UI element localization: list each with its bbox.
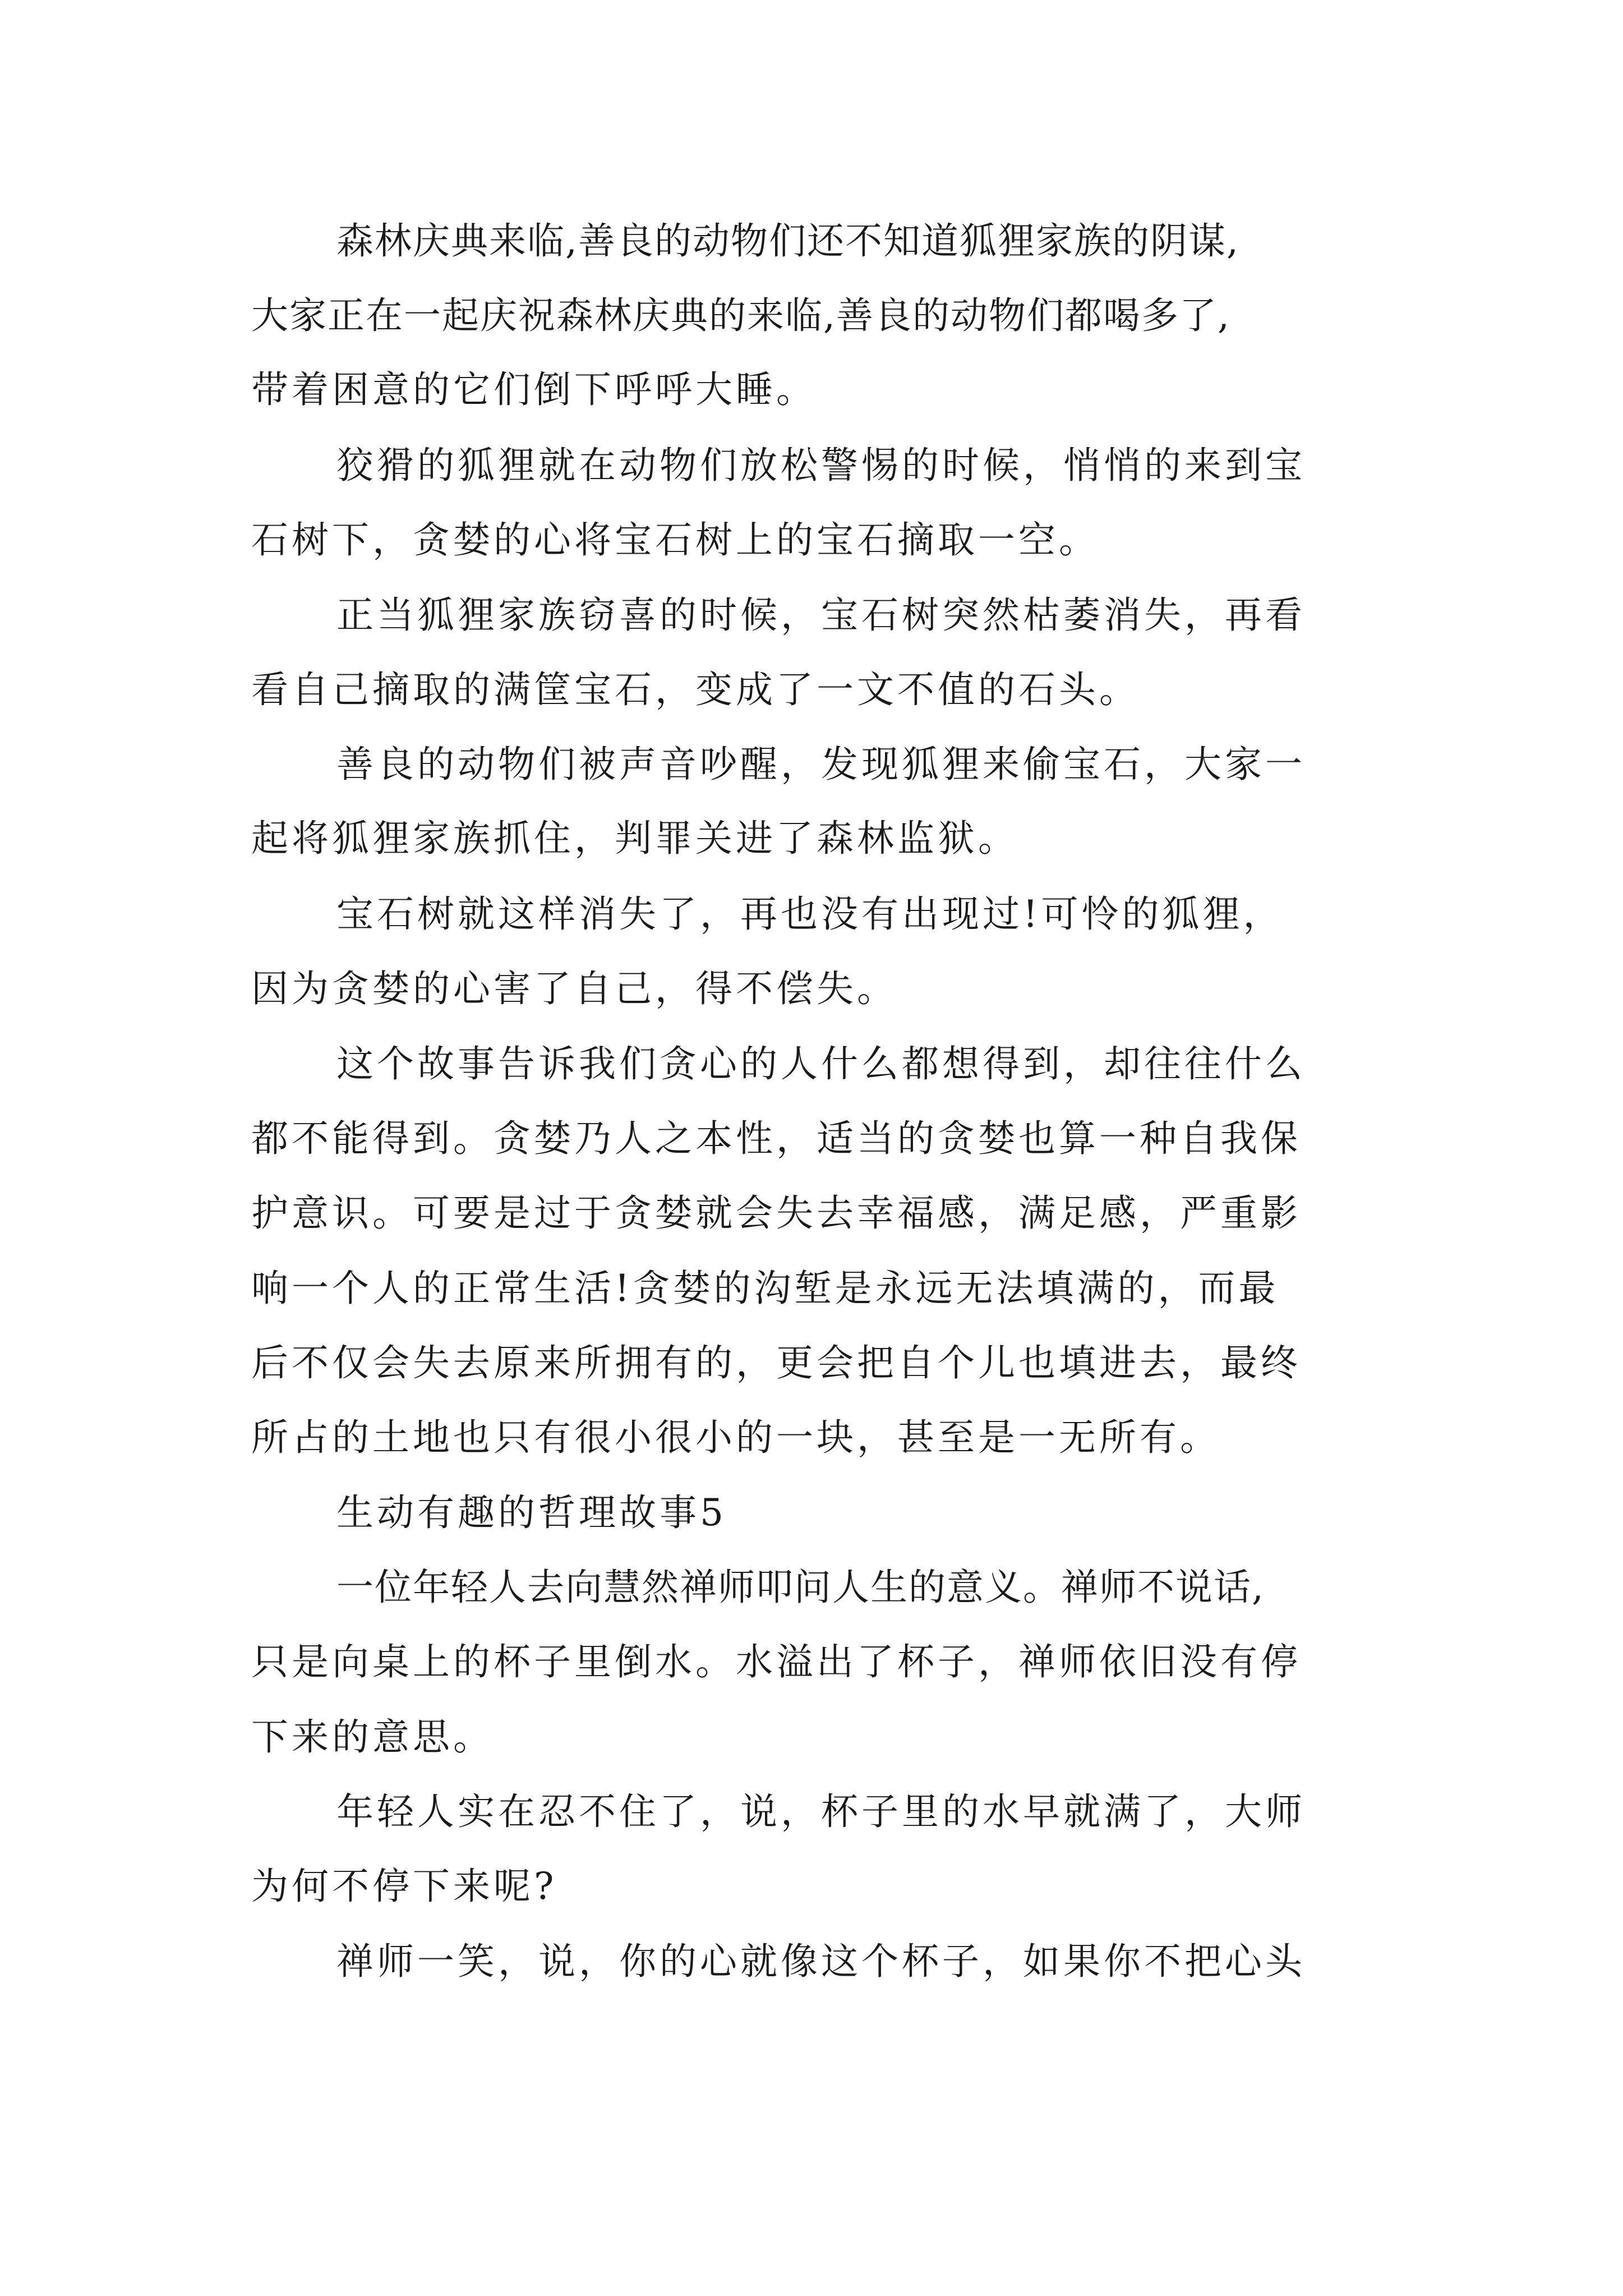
paragraph-6-line-5: 后不仅会失去原来所拥有的，更会把自个儿也填进去，最终 <box>251 1341 1301 1384</box>
paragraph-8-line-1: 年轻人实在忍不住了，说，杯子里的水早就满了，大师 <box>336 1790 1306 1833</box>
paragraph-8-line-2: 为何不停下来呢? <box>251 1865 557 1908</box>
paragraph-4-line-2: 起将狐狸家族抓住，判罪关进了森林监狱。 <box>251 817 1018 860</box>
section-heading: 生动有趣的哲理故事5 <box>336 1491 727 1534</box>
paragraph-7-line-2: 只是向桌上的杯子里倒水。水溢出了杯子，禅师依旧没有停 <box>251 1640 1301 1683</box>
paragraph-4-line-1: 善良的动物们被声音吵醒，发现狐狸来偷宝石，大家一 <box>336 743 1306 786</box>
paragraph-1-line-1: 森林庆典来临,善良的动物们还不知道狐狸家族的阴谋, <box>336 219 1239 263</box>
paragraph-6-line-2: 都不能得到。贪婪乃人之本性，适当的贪婪也算一种自我保 <box>251 1117 1301 1160</box>
paragraph-6-line-4: 响一个人的正常生活!贪婪的沟堑是永远无法填满的，而最 <box>251 1267 1279 1310</box>
paragraph-6-line-6: 所占的土地也只有很小很小的一块，甚至是一无所有。 <box>251 1416 1220 1459</box>
paragraph-1-line-2: 大家正在一起庆祝森林庆典的来临,善良的动物们都喝多了, <box>251 294 1230 337</box>
paragraph-1-line-3: 带着困意的它们倒下呼呼大睡。 <box>251 368 817 411</box>
paragraph-5-line-1: 宝石树就这样消失了，再也没有出现过!可怜的狐狸， <box>336 892 1284 936</box>
paragraph-3-line-2: 看自己摘取的满筐宝石，变成了一文不值的石头。 <box>251 668 1140 711</box>
paragraph-7-line-3: 下来的意思。 <box>251 1715 494 1759</box>
paragraph-7-line-1: 一位年轻人去向慧然禅师叩问人生的意义。禅师不说话, <box>336 1566 1265 1609</box>
paragraph-5-line-2: 因为贪婪的心害了自己，得不偿失。 <box>251 967 897 1010</box>
paragraph-6-line-3: 护意识。可要是过于贪婪就会失去幸福感，满足感，严重影 <box>251 1191 1301 1235</box>
paragraph-9-line-1: 禅师一笑，说，你的心就像这个杯子，如果你不把心头 <box>336 1940 1306 1983</box>
paragraph-6-line-1: 这个故事告诉我们贪心的人什么都想得到，却往往什么 <box>336 1042 1306 1085</box>
paragraph-3-line-1: 正当狐狸家族窃喜的时候，宝石树突然枯萎消失，再看 <box>336 593 1306 637</box>
paragraph-2-line-2: 石树下，贪婪的心将宝石树上的宝石摘取一空。 <box>251 518 1099 562</box>
paragraph-2-line-1: 狡猾的狐狸就在动物们放松警惕的时候，悄悄的来到宝 <box>336 444 1306 487</box>
